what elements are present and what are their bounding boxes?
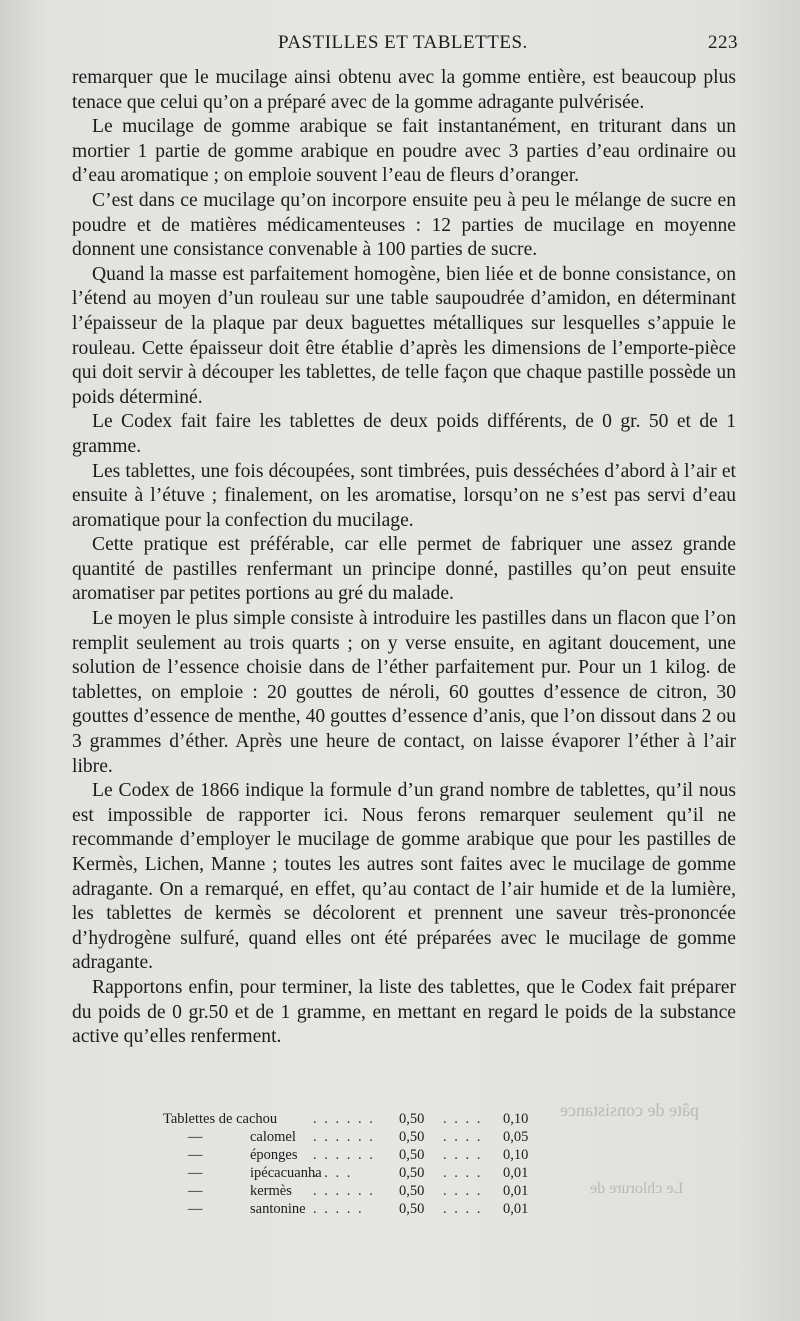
paragraph: Le mucilage de gomme arabique se fait instantanément, en triturant dans un mortier 1 partie de gomme arabique en poudre avec 3 parties d’eau ordinaire ou d’eau aromatique ; on emploie souvent l’eau de fleurs d’oranger. [72, 116, 736, 187]
paragraph: Les tablettes, une fois découpées, sont timbrées, puis desséchées d’abord à l’air et ensuite à l’étuve ; finalement, on les aromatise, lorsqu’on ne s’est pas servi d’eau aromatique pour la confection du mucilage. [72, 460, 736, 531]
paragraph: Quand la masse est parfaitement homogène, bien liée et de bonne consistance, on l’étend au moyen d’un rouleau sur une table saupoudrée d’amidon, en déterminant l’épaisseur de la plaque par deux baguettes métalliques sur lesquelles s’appuie le rouleau. Cette épaisseur doit être établie d’après les dimensions de l’emporte-pièce qui doit servir à découper les tablettes, de telle façon que chaque pastille possède un poids déterminé. [72, 263, 736, 408]
show-through-text: pâte de consistance [560, 1100, 699, 1120]
leader-dots: . . . . [443, 1129, 483, 1145]
tablet-weight: 0,50 [399, 1165, 425, 1181]
active-weight: 0,10 [503, 1147, 529, 1163]
leader-dots: . . . . . . [313, 1111, 375, 1127]
leader-dots: . . . . [443, 1147, 483, 1163]
body-text [72, 66, 736, 1050]
ditto-dash: — [188, 1147, 203, 1163]
paragraph: C’est dans ce mucilage qu’on incorpore ensuite peu à peu le mélange de sucre en poudre et de matières médicamenteuses : 12 parties de mucilage en moyenne donnent une consistance convenable à 100 parties de sucre. [72, 189, 736, 261]
tablettes-table [163, 1110, 543, 1218]
table-row [163, 1164, 543, 1182]
paragraph: Rapportons enfin, pour terminer, la liste des tablettes, que le Codex fait préparer du poids de 0 gr.50 et de 1 gramme, en mettant en regard le poids de la substance active qu’elles renferment. [72, 976, 736, 1048]
show-through-text: Le chlorure de [590, 1180, 684, 1197]
row-name: kermès [250, 1183, 292, 1199]
row-name: santonine [250, 1201, 306, 1217]
ditto-dash: — [188, 1201, 203, 1217]
paragraph: Le moyen le plus simple consiste à introduire les pastilles dans un flacon que l’on remplit seulement au trois quarts ; on y verse ensuite, en agitant doucement, une solution de l’essence choisie dans de l’éther parfaitement pur. Pour un 1 kilog. de tablettes, on emploie : 20 gouttes de néroli, 60 gouttes d’essence de citron, 30 gouttes d’essence de menthe, 40 gouttes d’essence d’anis, que l’on dissout dans 2 ou 3 grammes d’éther. Après une heure de contact, on laisse évaporer l’éther à l’air libre. [72, 608, 736, 777]
table-row [163, 1146, 543, 1164]
ditto-dash: — [188, 1129, 203, 1145]
leader-dots: . . . . . . [313, 1183, 375, 1199]
active-weight: 0,05 [503, 1129, 529, 1145]
leader-dots: . . . . . . [313, 1129, 375, 1145]
leader-dots: . . . . [443, 1165, 483, 1181]
leader-dots: . . . . . . [313, 1147, 375, 1163]
leader-dots: . . . . [443, 1183, 483, 1199]
paragraph: Le Codex fait faire les tablettes de deux poids différents, de 0 gr. 50 et de 1 gramme. [72, 411, 736, 457]
table-row [163, 1128, 543, 1146]
leader-dots: . . . . [313, 1165, 353, 1181]
paragraph: remarquer que le mucilage ainsi obtenu avec la gomme entière, est beaucoup plus tenace que celui qu’on a préparé avec de la gomme adragante pulvérisée. [72, 67, 736, 113]
active-weight: 0,01 [503, 1201, 529, 1217]
row-name: Tablettes de cachou [163, 1111, 278, 1127]
table-row [163, 1200, 543, 1218]
page-number: 223 [708, 32, 738, 53]
ditto-dash: — [188, 1183, 203, 1199]
active-weight: 0,01 [503, 1165, 529, 1181]
tablet-weight: 0,50 [399, 1201, 425, 1217]
row-name: ipécacuanha [250, 1165, 322, 1181]
running-header [72, 32, 738, 58]
leader-dots: . . . . . [313, 1201, 364, 1217]
table-row [163, 1110, 543, 1128]
running-title: PASTILLES ET TABLETTES. [278, 32, 528, 53]
leader-dots: . . . . [443, 1201, 483, 1217]
leader-dots: . . . . [443, 1111, 483, 1127]
active-weight: 0,01 [503, 1183, 529, 1199]
row-name: éponges [250, 1147, 298, 1163]
row-name: calomel [250, 1129, 296, 1145]
active-weight: 0,10 [503, 1111, 529, 1127]
paragraph: Le Codex de 1866 indique la formule d’un grand nombre de tablettes, qu’il nous est impossible de rapporter ici. Nous ferons remarquer seulement qu’il ne recommande d’employer le mucilage de gomme arabique que pour les pastilles de Kermès, Lichen, Manne ; toutes les autres sont faites avec le mucilage de gomme adragante. On a remarqué, en effet, qu’au contact de l’air humide et de la lumière, les tablettes de kermès se décolorent et prennent une saveur très-prononcée d’hydrogène sulfuré, quand elles ont été préparées avec le mucilage de gomme adragante. [72, 780, 736, 974]
paragraph: Cette pratique est préférable, car elle permet de fabriquer une assez grande quantité de pastilles renfermant un principe donné, pastilles qu’on peut ensuite aromatiser par petites portions au gré du malade. [72, 534, 736, 605]
tablet-weight: 0,50 [399, 1183, 425, 1199]
ditto-dash: — [188, 1165, 203, 1181]
tablet-weight: 0,50 [399, 1147, 425, 1163]
tablet-weight: 0,50 [399, 1111, 425, 1127]
table-row [163, 1182, 543, 1200]
tablet-weight: 0,50 [399, 1129, 425, 1145]
